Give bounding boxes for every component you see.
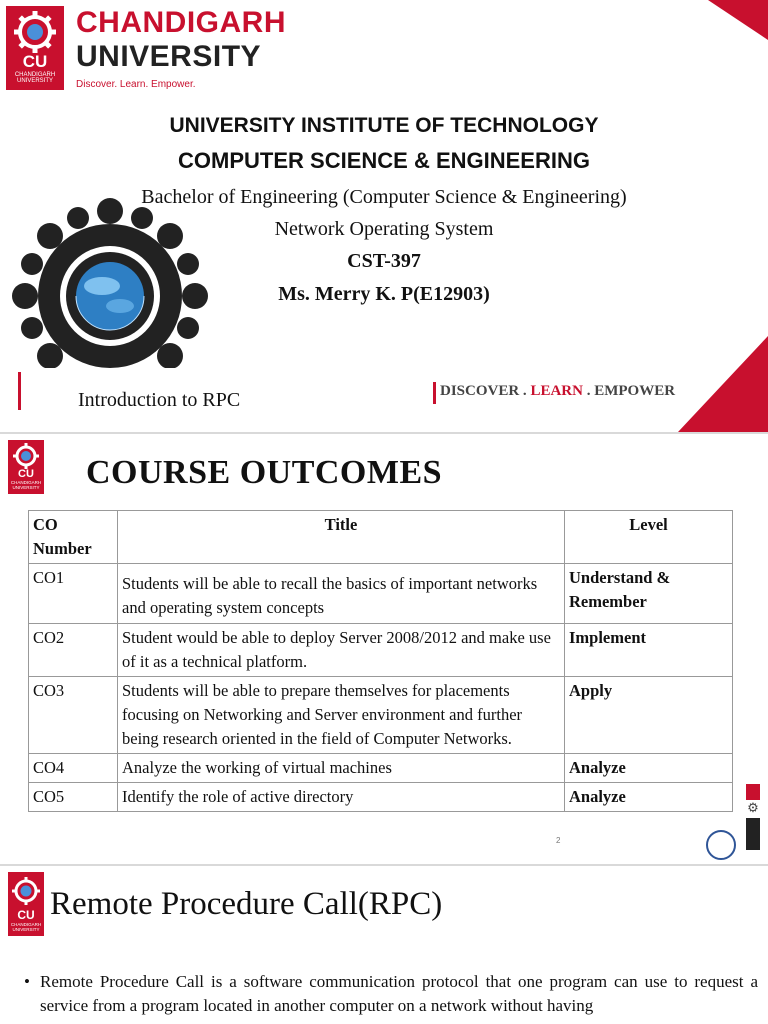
side-dark-block	[746, 818, 760, 850]
co-number-cell: CO1	[29, 564, 118, 624]
logo-subtext	[8, 923, 44, 932]
motto-part-1: DISCOVER .	[440, 383, 531, 399]
topic-accent-bar	[18, 372, 21, 410]
slide-title: Remote Procedure Call(RPC)	[50, 886, 443, 922]
course-outcomes-table	[28, 510, 733, 812]
co-level-cell: Apply	[565, 677, 733, 754]
title-slide	[0, 0, 768, 432]
motto	[440, 383, 675, 400]
motto-part-3: . EMPOWER	[582, 383, 676, 399]
side-red-block	[746, 784, 760, 800]
bullet-text: Remote Procedure Call is a software communication protocol that one program can use to request a service from a program located in another computer on a network without having	[40, 972, 758, 1015]
course-outcomes-slide	[0, 434, 768, 864]
gear-globe-icon	[8, 441, 44, 471]
topic-title: Introduction to RPC	[78, 389, 241, 411]
logo-letters: CU	[22, 52, 48, 71]
logo-subtext-line-1: CHANDIGARH	[10, 480, 42, 485]
co-number-cell: CO5	[29, 783, 118, 812]
logo-subtext-line-1: CHANDIGARH	[10, 922, 42, 927]
co-level-cell: Analyze	[565, 754, 733, 783]
table-header-row	[29, 511, 733, 564]
bullet-symbol: •	[24, 972, 30, 991]
header-co-number: CO Number	[29, 511, 118, 564]
logo-subtext	[8, 481, 44, 490]
motto-accent-bar	[433, 382, 436, 404]
university-logo	[8, 440, 44, 494]
course-code: CST-397	[347, 250, 421, 272]
university-logo	[6, 6, 64, 90]
logo-subtext-line-2: UNIVERSITY	[16, 78, 53, 85]
institute-title: UNIVERSITY INSTITUTE OF TECHNOLOGY	[169, 114, 599, 137]
table-row	[29, 624, 733, 677]
co-title-cell: Identify the role of active directory	[118, 783, 565, 812]
co-number-cell: CO4	[29, 754, 118, 783]
logo-subtext-line-2: UNIVERSITY	[12, 484, 40, 490]
table-row	[29, 677, 733, 754]
gear-icon: ⚙	[747, 800, 759, 815]
university-logo	[8, 872, 44, 936]
brand-tagline: Discover. Learn. Empower.	[76, 79, 196, 90]
program-name: Bachelor of Engineering (Computer Science & Engineering)	[141, 186, 627, 208]
logo-subtext	[6, 72, 64, 85]
logo-subtext-line-2: UNIVERSITY	[12, 926, 40, 932]
co-level-cell: Analyze	[565, 783, 733, 812]
co-title-cell: Analyze the working of virtual machines	[118, 754, 565, 783]
co-number-cell: CO3	[29, 677, 118, 754]
top-right-red-triangle	[708, 0, 768, 40]
bullet-point	[24, 970, 758, 1018]
circle-icon	[706, 830, 736, 860]
co-title-cell: Students will be able to prepare themselves for placements focusing on Networking and Server environment and further being research oriented in the field of Computer Networks.	[118, 677, 565, 754]
logo-letters: CU	[18, 468, 34, 480]
brand-name-line-2: UNIVERSITY	[76, 40, 262, 73]
co-title-cell: Students will be able to recall the basics of important networks and operating system concepts	[118, 564, 565, 624]
brand-name-line-1: CHANDIGARH	[76, 6, 286, 39]
gear-globe-icon	[8, 874, 44, 908]
table-row	[29, 783, 733, 812]
page-number: 2	[556, 836, 561, 845]
bottom-right-red-wedge	[678, 336, 768, 432]
department-title: COMPUTER SCIENCE & ENGINEERING	[178, 148, 590, 173]
table-row	[29, 754, 733, 783]
table-row	[29, 564, 733, 624]
co-level-cell: Implement	[565, 624, 733, 677]
motto-part-2: LEARN	[530, 383, 583, 399]
logo-letters: CU	[17, 908, 35, 922]
co-number-cell: CO2	[29, 624, 118, 677]
course-name: Network Operating System	[274, 218, 494, 240]
header-title: Title	[118, 511, 565, 564]
faculty-name: Ms. Merry K. P(E12903)	[278, 283, 490, 305]
logo-subtext-line-1: CHANDIGARH	[14, 72, 56, 78]
rpc-slide	[0, 866, 768, 1024]
co-level-cell: Understand & Remember	[565, 564, 733, 624]
header-level: Level	[565, 511, 733, 564]
co-title-cell: Student would be able to deploy Server 2008/2012 and make use of it as a technical platform.	[118, 624, 565, 677]
gear-globe-icon	[6, 8, 64, 58]
slide-title: COURSE OUTCOMES	[86, 454, 443, 491]
